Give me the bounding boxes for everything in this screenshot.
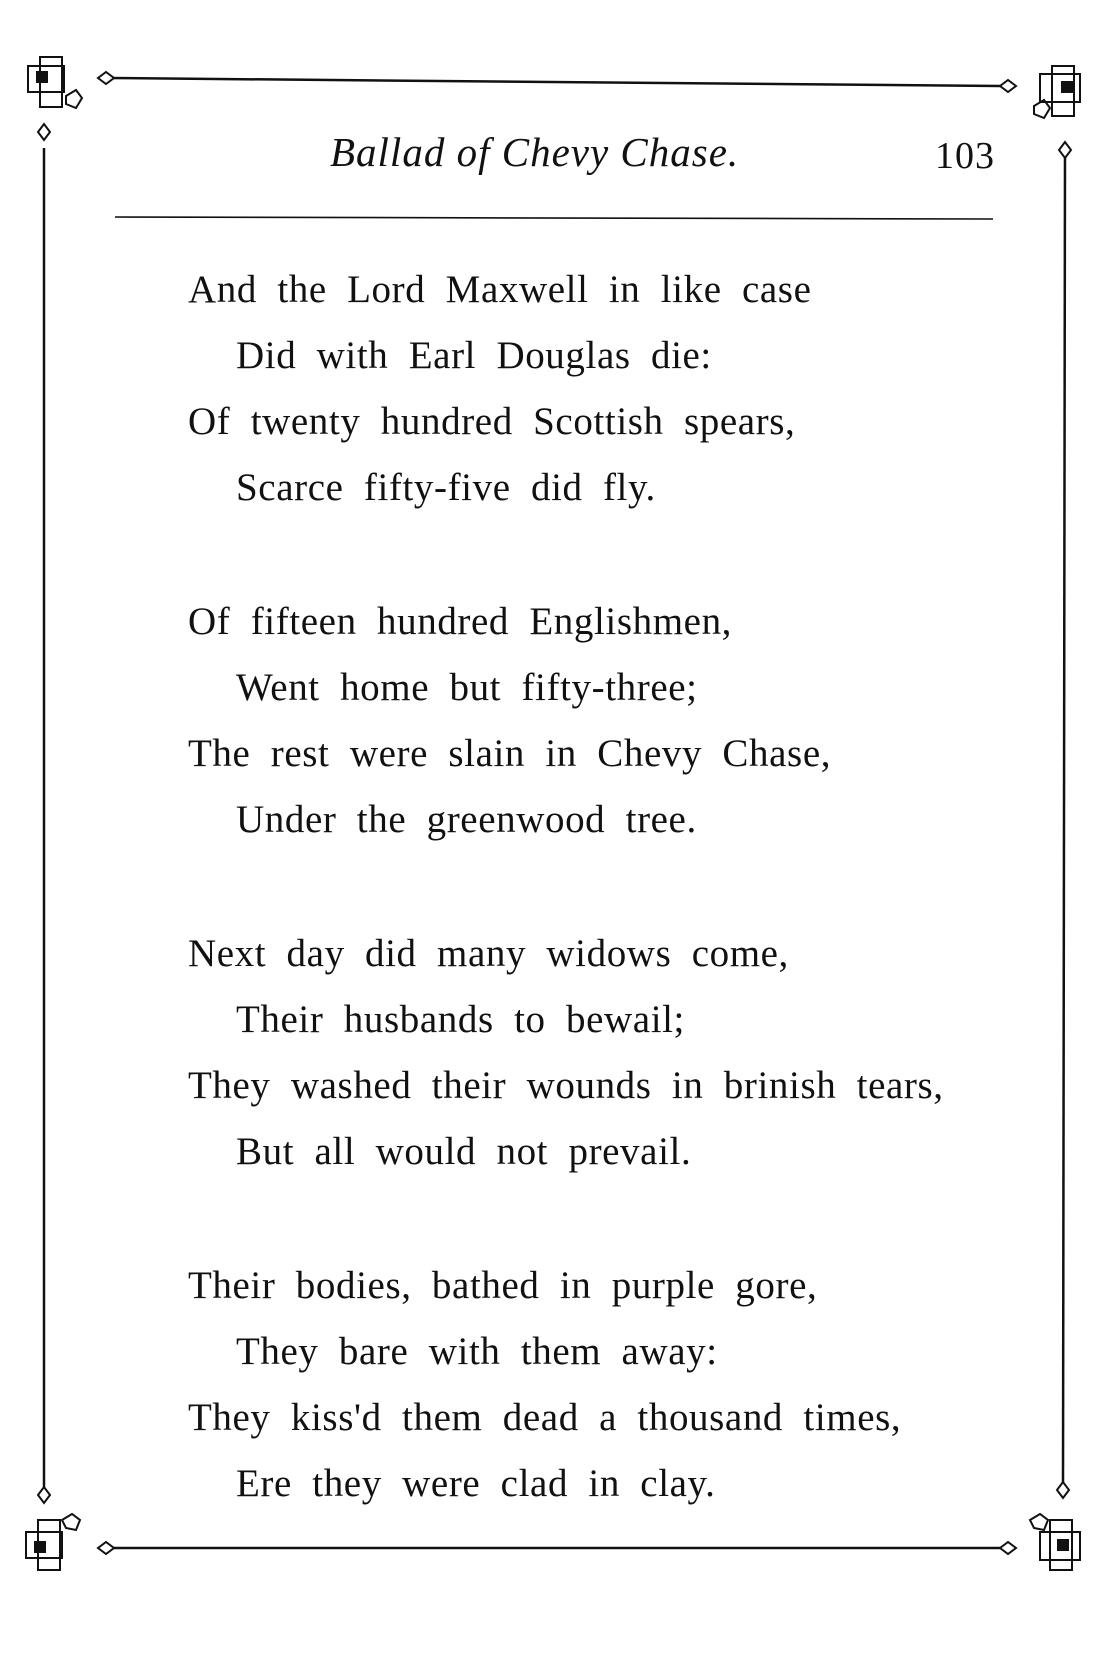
- verse-line: The rest were slain in Chevy Chase,: [188, 732, 832, 775]
- verse-line: Ere they were clad in clay.: [236, 1462, 716, 1505]
- verse-line: Went home but fifty-three;: [236, 666, 698, 709]
- verse-line: Next day did many widows come,: [188, 932, 789, 975]
- verse-line: Of fifteen hundred Englishmen,: [188, 600, 733, 643]
- verse-line: Under the greenwood tree.: [236, 798, 697, 841]
- page-number: 103: [935, 135, 995, 177]
- verse-line: Their bodies, bathed in purple gore,: [188, 1264, 818, 1307]
- verse-line: They washed their wounds in brinish tears,: [188, 1064, 944, 1107]
- running-head: [0, 128, 1102, 188]
- verse-line: They kiss'd them dead a thousand times,: [188, 1396, 902, 1439]
- stanza: [188, 1253, 1018, 1517]
- verse-line: They bare with them away:: [236, 1330, 718, 1373]
- verse-line: And the Lord Maxwell in like case: [188, 268, 812, 311]
- running-title: Ballad of Chevy Chase.: [330, 129, 740, 175]
- verse-line: Scarce fifty-five did fly.: [236, 466, 656, 509]
- corner-ornament-bottom-left: [26, 1487, 114, 1570]
- stanza: [188, 921, 1018, 1185]
- verse-line: Their husbands to bewail;: [236, 998, 685, 1041]
- stanza: [188, 589, 1018, 853]
- verse-line: Did with Earl Douglas die:: [236, 334, 712, 377]
- poem-body: [188, 257, 1018, 1585]
- verse-line: Of twenty hundred Scottish spears,: [188, 400, 796, 443]
- stanza: [188, 257, 1018, 521]
- verse-line: But all would not prevail.: [236, 1130, 692, 1173]
